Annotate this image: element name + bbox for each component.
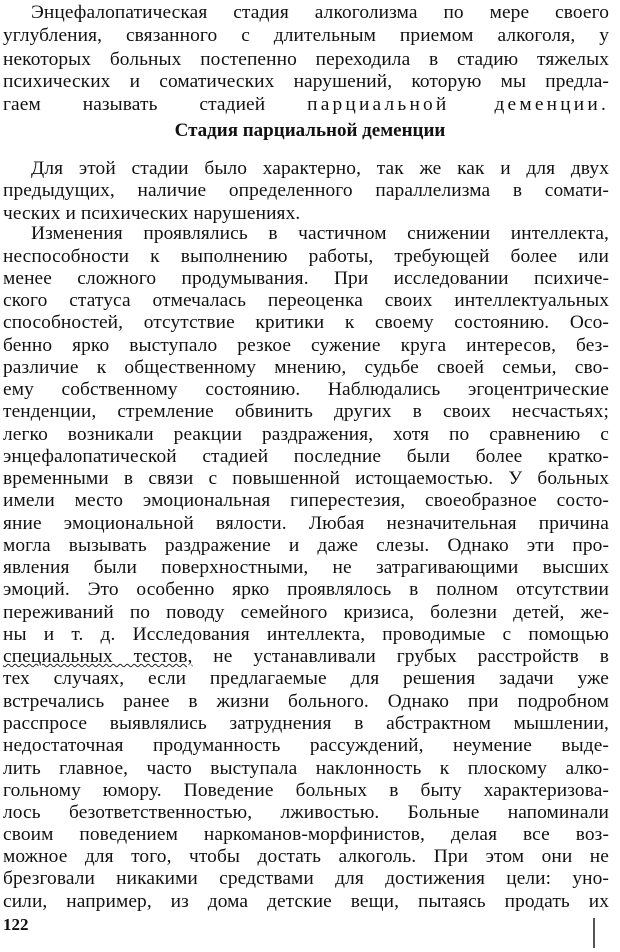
handwritten-underline: специальных тестов, [3,645,193,667]
text-line: неспособности к выполнению работы, требующей более или [3,245,609,267]
text-line: тенденции, стремление обвинить других в своих несчастьях; [3,401,609,423]
text-line: эмоций. Это особенно ярко проявлялось в полном отсутствии [3,579,609,601]
text-line: расспросе выявлялись затруднения в абстрактном мышлении, [3,713,609,735]
text-line: сили, например, из дома детские вещи, пытаясь продать их [3,890,609,912]
text-line: можное для того, чтобы достать алкоголь. При этом они не [3,846,609,868]
text-line: тех случаях, если предлагаемые для решения задачи уже [3,668,609,690]
text-line: ческих и психических нарушениях. [3,202,301,224]
text-line: гольному юмору. Поведение больных в быту характеризова- [3,779,609,801]
text-line: способностей, отсутствие критики к своему состоянию. Осо- [3,312,609,334]
text-line: энцефалопатической стадией последние были более кратко- [3,446,609,468]
text-line: недостаточная продуманность рассуждений, неумение выде- [3,735,609,757]
text-line: Изменения проявлялись в частичном снижении интеллекта, [31,223,609,245]
text-line: временными в связи с повышенной истощаемостью. У больных [3,467,609,489]
text-line [3,92,609,118]
spaced-term: парциальной деменции. [307,93,609,115]
text-fragment: гаем называть стадией [3,93,308,115]
text-line: встречались ранее в жизни больного. Однако при подробном [3,690,609,712]
text-line: бенно ярко выступало резкое сужение круга интересов, без- [3,334,609,356]
text-line: менее сложного продумывания. При исследовании психиче- [3,268,609,290]
text-line: своим поведением наркоманов-морфинистов, делая все воз- [3,823,609,845]
margin-pencil-mark [593,918,595,948]
text-line: могла вызывать раздражение и даже слезы. Однако эти про- [3,535,609,557]
text-line: углубления, связанного с длительным приемом алкоголя, у [3,25,609,47]
text-line: явления были поверхностными, не затрагивающими высших [3,556,609,578]
text-line: имели место эмоциональная гиперестезия, своеобразное состо- [3,490,609,512]
text-line: Для этой стадии было характерно, так же как и для двух [31,157,609,179]
text-line: лось безответственностью, лживостью. Больные напоминали [3,801,609,823]
text-line: психических и соматических нарушений, которую мы предла- [3,71,609,93]
text-line: ему собственному состоянию. Наблюдались эгоцентрические [3,378,609,400]
text-line: переживаний по поводу семейного кризиса, болезни детей, же- [3,601,609,623]
text-line: ского статуса отмечалась переоценка своих интеллектуальных [3,289,609,311]
text-line: предыдущих, наличие определенного параллелизма в сомати- [3,180,609,202]
text-line: Энцефалопатическая стадия алкоголизма по мере своего [31,2,609,23]
text-fragment: не устанавливали грубых расстройств в [192,645,609,667]
text-line: брезговали никакими средствами для достижения цели: уно- [3,868,609,890]
text-line: яние эмоциональной вялости. Любая незначительная причина [3,512,609,534]
text-line: ны и т. д. Исследования интеллекта, проводимые с помощью [3,624,609,646]
section-heading: Стадия парциальной деменции [174,119,446,141]
text-line: различие к общественному мнению, судьбе своей семьи, сво- [3,357,609,379]
text-line: легко возникали реакции раздражения, хотя по сравнению с [3,423,609,445]
page-number: 122 [3,915,29,934]
text-line: некоторых больных постепенно переходила в стадию тяжелых [3,48,609,70]
text-line: лить главное, часто выступала наклонность к плоскому алко- [3,757,609,779]
